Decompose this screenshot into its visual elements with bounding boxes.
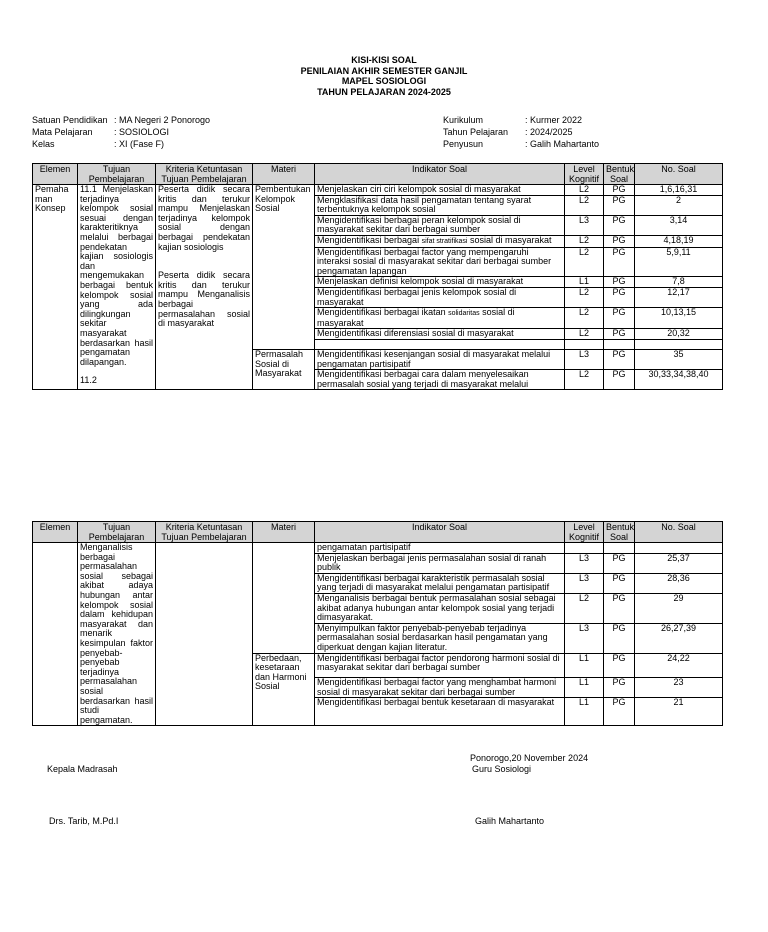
indikator-text: sosial di masyarakat <box>467 234 552 245</box>
indikator-cell: Menjelaskan definisi kelompok sosial di masyarakat <box>315 277 565 288</box>
level-cell: L1 <box>565 277 604 288</box>
elemen-text: Pemaha man Konsep <box>35 184 69 214</box>
meta-value: : 2024/2025 <box>525 127 573 137</box>
elemen-cell <box>33 185 78 390</box>
header-indikator: Indikator Soal <box>315 164 565 185</box>
table-header-row <box>33 522 723 543</box>
header-tujuan: Tujuan Pembelajaran <box>78 522 156 543</box>
header-bentuk: Bentuk Soal <box>604 522 635 543</box>
tujuan-text: 11.1 Menjelaskan terjadinya kelompok sosial sesuai dengan karakteritiknya melalui berbagai pendekatan kajian sosiologis dan mengemukakan berbagai bentuk kelompok sosial yang ada dilingkungan sekitar masyarakat berdasarkan hasil pengamatan dilapangan. <box>80 184 153 367</box>
level-cell-empty <box>565 543 604 554</box>
bentuk-cell: PG <box>604 653 635 678</box>
no-soal-cell: 26,27,39 <box>635 623 723 653</box>
level-cell: L2 <box>565 329 604 340</box>
title-line-3: MAPEL SOSIOLOGI <box>341 76 427 86</box>
indikator-cell: Mengidentifikasi berbagai factor pendorong harmoni sosial di masyarakat sekitar dari berbagai sumber <box>315 653 565 678</box>
level-cell: L1 <box>565 698 604 726</box>
materi-cell-continued <box>253 543 315 654</box>
bentuk-cell: PG <box>604 678 635 698</box>
table-row <box>33 185 723 196</box>
level-cell: L2 <box>565 308 604 329</box>
bentuk-cell: PG <box>604 277 635 288</box>
kriteria-text: Peserta didik secara kritis dan terukur mampu Menjelaskan terjadinya kelompok sosial dengan berbagai pendekatan kajian sosiologis <box>158 184 250 252</box>
left-signatory-name: Drs. Tarib, M.Pd.I <box>49 816 119 826</box>
indikator-cell: Mengidentifikasi berbagai bentuk kesetaraan di masyarakat <box>315 698 565 726</box>
materi-cell <box>253 349 315 389</box>
materi-text: Permasalah Sosial di Masyarakat <box>255 348 304 379</box>
header-indikator: Indikator Soal <box>315 522 565 543</box>
meta-value: : Galih Mahartanto <box>525 139 600 149</box>
bentuk-cell: PG <box>604 623 635 653</box>
no-soal-cell: 10,13,15 <box>635 308 723 329</box>
no-soal-cell: 2 <box>635 195 723 215</box>
level-cell: L3 <box>565 553 604 573</box>
title-line-4: TAHUN PELAJARAN 2024-2025 <box>317 86 451 97</box>
no-soal-cell-empty <box>635 339 723 349</box>
meta-row <box>32 126 210 138</box>
header-no-soal: No. Soal <box>635 164 723 185</box>
no-soal-cell: 4,18,19 <box>635 235 723 247</box>
meta-value: : Kurmer 2022 <box>525 115 583 125</box>
level-cell: L1 <box>565 653 604 678</box>
header-tujuan: Tujuan Pembelajaran <box>78 164 156 185</box>
no-soal-cell: 29 <box>635 593 723 623</box>
bentuk-cell: PG <box>604 195 635 215</box>
no-soal-cell: 7,8 <box>635 277 723 288</box>
bentuk-cell: PG <box>604 215 635 235</box>
no-soal-cell: 24,22 <box>635 653 723 678</box>
no-soal-cell: 25,37 <box>635 553 723 573</box>
no-soal-cell: 35 <box>635 349 723 369</box>
indikator-cell: Menjelaskan ciri ciri kelompok sosial di masyarakat <box>315 185 565 196</box>
materi-text: Perbedaan, kesetaraan dan Harmoni Sosial <box>255 652 307 692</box>
indikator-cell: Mengidentifikasi berbagai cara dalam menyelesaikan permasalah sosial yang terjadi di masyarakat melalui <box>315 370 565 390</box>
bentuk-cell: PG <box>604 349 635 369</box>
meta-row <box>443 138 599 150</box>
right-role: Guru Sosiologi <box>472 764 532 774</box>
level-cell: L2 <box>565 370 604 390</box>
indikator-cell <box>315 235 565 247</box>
indikator-cell: Menjelaskan berbagai jenis permasalahan sosial di ranah publik <box>315 553 565 573</box>
level-cell: L3 <box>565 349 604 369</box>
no-soal-cell: 21 <box>635 698 723 726</box>
bentuk-cell: PG <box>604 329 635 340</box>
indikator-cell <box>315 308 565 329</box>
indikator-text: sosial di masyarakat <box>317 307 515 328</box>
no-soal-cell: 3,14 <box>635 215 723 235</box>
header-materi: Materi <box>253 164 315 185</box>
indikator-cell: Mengidentifikasi berbagai peran kelompok sosial di masyarakat sekitar dari berbagai sumber <box>315 215 565 235</box>
elemen-cell <box>33 543 78 726</box>
bentuk-cell: PG <box>604 553 635 573</box>
tujuan-text-2: 11.2 <box>80 375 97 386</box>
table-header-row <box>33 164 723 185</box>
tujuan-text: Menganalisis berbagai permasalahan sosial sebagai akibat adaya hubungan antar kelompok sosial dalam kehidupan masyarakat dan menarik kesimpulan faktor penyebab-penyebab terjadinya permasalahan sosial berdasarkan hasil studi pengamatan. <box>80 542 153 725</box>
table-row <box>33 543 723 554</box>
bentuk-cell: PG <box>604 247 635 277</box>
meta-key: Satuan Pendidikan <box>32 115 108 125</box>
meta-value: : MA Negeri 2 Ponorogo <box>114 115 211 125</box>
indikator-cell: pengamatan partisipatif <box>315 543 565 554</box>
indikator-text: Mengidentifikasi berbagai ikatan <box>317 307 449 318</box>
title-line-2: PENILAIAN AKHIR SEMESTER GANJIL <box>300 65 468 76</box>
no-soal-cell: 23 <box>635 678 723 698</box>
bentuk-cell: PG <box>604 235 635 247</box>
meta-key: Tahun Pelajaran <box>443 127 509 137</box>
bentuk-cell-empty <box>604 543 635 554</box>
header-materi: Materi <box>253 522 315 543</box>
bentuk-cell: PG <box>604 573 635 593</box>
level-cell: L3 <box>565 215 604 235</box>
kriteria-cell <box>156 543 253 726</box>
meta-key: Penyusun <box>443 139 484 149</box>
kriteria-text-2: Peserta didik secara kritis dan terukur mampu Menganalisis berbagai permasalahan sosial di masyarakat <box>158 270 250 329</box>
bentuk-cell-empty <box>604 339 635 349</box>
no-soal-cell: 30,33,34,38,40 <box>635 370 723 390</box>
bentuk-cell: PG <box>604 185 635 196</box>
level-cell: L2 <box>565 185 604 196</box>
header-elemen: Elemen <box>33 522 78 543</box>
no-soal-cell: 5,9,11 <box>635 247 723 277</box>
header-elemen: Elemen <box>33 164 78 185</box>
kisi-kisi-table-1 <box>32 163 723 390</box>
meta-key: Kelas <box>32 139 55 149</box>
kriteria-cell <box>156 185 253 390</box>
level-cell: L2 <box>565 593 604 623</box>
level-cell: L1 <box>565 678 604 698</box>
bentuk-cell: PG <box>604 593 635 623</box>
indikator-text-small: sifat stratifikasi <box>421 237 468 245</box>
bentuk-cell: PG <box>604 370 635 390</box>
level-cell: L2 <box>565 287 604 307</box>
indikator-cell: Menganalisis berbagai bentuk permasalahan sosial sebagai akibat adanya hubungan antar kelompok sosial yang terjadi dimasyarakat. <box>315 593 565 623</box>
bentuk-cell: PG <box>604 698 635 726</box>
meta-row <box>443 126 599 138</box>
meta-value: : XI (Fase F) <box>114 139 165 149</box>
bentuk-cell: PG <box>604 308 635 329</box>
level-cell-empty <box>565 339 604 349</box>
header-kriteria: Kriteria Ketuntasan Tujuan Pembelajaran <box>156 164 253 185</box>
no-soal-cell: 1,6,16,31 <box>635 185 723 196</box>
header-kriteria: Kriteria Ketuntasan Tujuan Pembelajaran <box>156 522 253 543</box>
meta-key: Mata Pelajaran <box>32 127 93 137</box>
level-cell: L2 <box>565 235 604 247</box>
meta-key: Kurikulum <box>443 115 484 125</box>
indikator-cell-empty <box>315 339 565 349</box>
kisi-kisi-table-2 <box>32 521 723 726</box>
indikator-cell: Mengklasifikasi data hasil pengamatan tentang syarat terbentuknya kelompok sosial <box>315 195 565 215</box>
meta-left <box>32 114 210 150</box>
indikator-cell: Mengidentifikasi diferensiasi sosial di masyarakat <box>315 329 565 340</box>
indikator-cell: Mengidentifikasi berbagai factor yang mempengaruhi interaksi sosial di masyarakat sekitar dari berbagai sumber pengamatan lapangan <box>315 247 565 277</box>
indikator-text-small: solidaritas <box>448 310 480 318</box>
indikator-cell: Mengidentifikasi berbagai factor yang menghambat harmoni sosial di masyarakat sekitar dari berbagai sumber <box>315 678 565 698</box>
bentuk-cell: PG <box>604 287 635 307</box>
place-date: Ponorogo,20 November 2024 <box>470 753 589 763</box>
no-soal-cell-empty <box>635 543 723 554</box>
header-level: Level Kognitif <box>565 164 604 185</box>
right-signatory-name: Galih Mahartanto <box>475 816 545 826</box>
header-bentuk: Bentuk Soal <box>604 164 635 185</box>
meta-value: : SOSIOLOGI <box>114 127 170 137</box>
no-soal-cell: 28,36 <box>635 573 723 593</box>
no-soal-cell: 20,32 <box>635 329 723 340</box>
left-role: Kepala Madrasah <box>47 764 118 774</box>
indikator-text: Mengidentifikasi berbagai <box>317 234 422 245</box>
indikator-cell: Mengidentifikasi berbagai karakteristik permasalah sosial yang terjadi di masyarakat melalui pengamatan partisipatif <box>315 573 565 593</box>
level-cell: L2 <box>565 195 604 215</box>
header-level: Level Kognitif <box>565 522 604 543</box>
header-no-soal: No. Soal <box>635 522 723 543</box>
meta-row <box>443 114 599 126</box>
indikator-cell: Mengidentifikasi berbagai jenis kelompok sosial di masyarakat <box>315 287 565 307</box>
title-line-1: KISI-KISI SOAL <box>351 55 417 65</box>
indikator-cell: Menyimpulkan faktor penyebab-penyebab terjadinya permasalahan sosial berdasarkan hasil pengamatan yang diperkuat dengan kajian literatur. <box>315 623 565 653</box>
level-cell: L3 <box>565 623 604 653</box>
indikator-cell: Mengidentifikasi kesenjangan sosial di masyarakat melalui pengamatan partisipatif <box>315 349 565 369</box>
meta-right <box>443 114 599 150</box>
materi-cell <box>253 185 315 350</box>
tujuan-cell <box>78 185 156 390</box>
no-soal-cell: 12,17 <box>635 287 723 307</box>
meta-row <box>32 138 210 150</box>
materi-cell <box>253 653 315 726</box>
level-cell: L3 <box>565 573 604 593</box>
tujuan-cell <box>78 543 156 726</box>
document-title <box>0 55 768 97</box>
meta-row <box>32 114 210 126</box>
level-cell: L2 <box>565 247 604 277</box>
materi-text: Pembentukan Kelompok Sosial <box>255 184 311 214</box>
